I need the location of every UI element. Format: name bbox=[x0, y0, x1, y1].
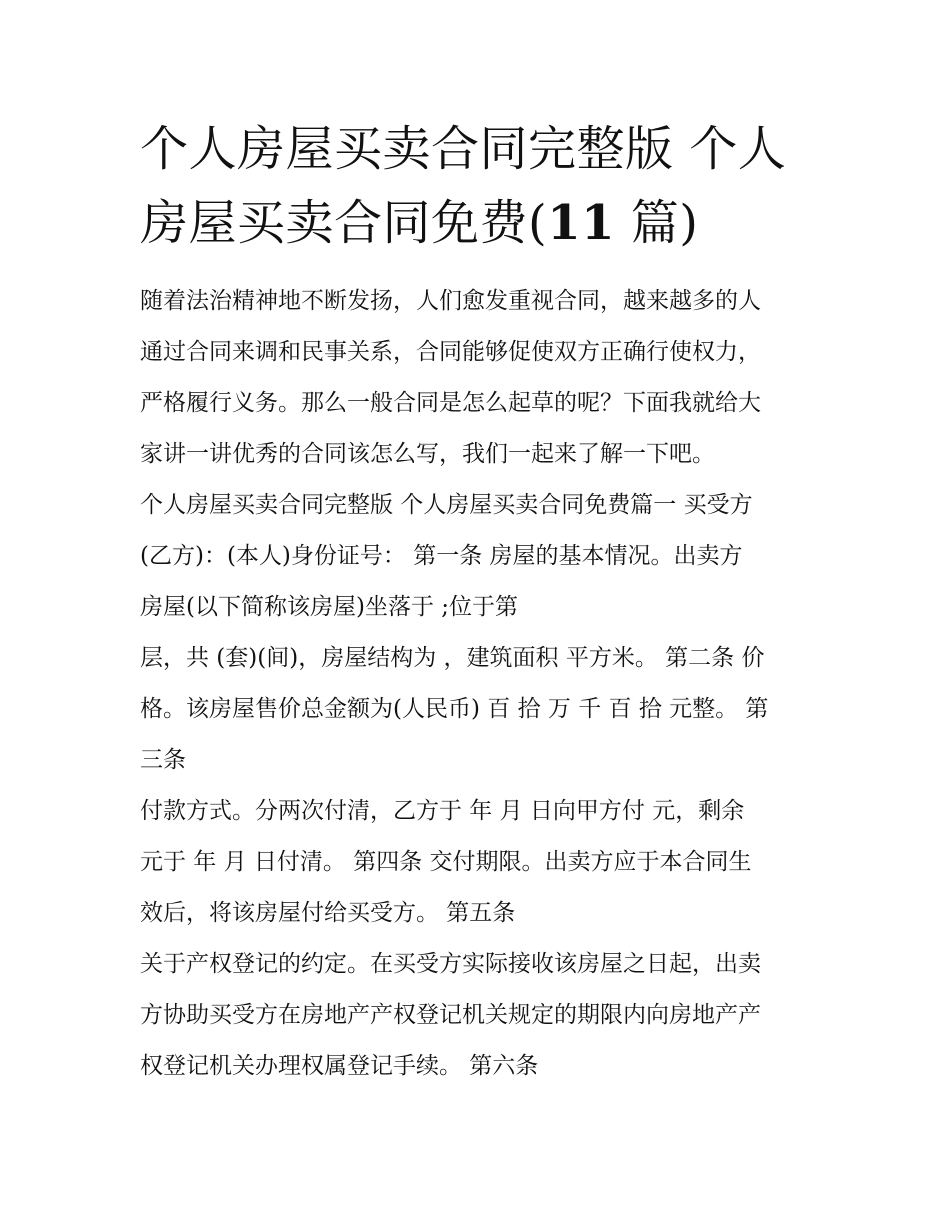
title-line-2-text: 房屋买卖合同免费( bbox=[140, 195, 548, 251]
intro-line: 随着法治精神地不断发扬，人们愈发重视合同，越来越多的人 bbox=[140, 288, 761, 314]
body-line: 房屋(以下简称该房屋)坐落于 ;位于第 bbox=[140, 594, 519, 620]
intro-line: 家讲一讲优秀的合同该怎么写，我们一起来了解一下吧。 bbox=[140, 441, 715, 467]
body-line: 格。该房屋售价总金额为(人民币) 百 拾 万 千 百 拾 元整。 第 bbox=[140, 696, 769, 722]
body-line: 付款方式。分两次付清，乙方于 年 月 日向甲方付 元，剩余 bbox=[140, 798, 745, 824]
document-page bbox=[140, 112, 820, 1092]
body-line: (乙方)：(本人)身份证号： 第一条 房屋的基本情况。出卖方 bbox=[140, 543, 743, 569]
body-line: 方协助买受方在房地产产权登记机关规定的期限内向房地产产 bbox=[140, 1002, 761, 1028]
intro-paragraph bbox=[140, 276, 820, 480]
body-line: 效后，将该房屋付给买受方。 第五条 bbox=[140, 900, 516, 926]
title-line-1: 个人房屋买卖合同完整版 个人 bbox=[140, 121, 787, 177]
intro-line: 严格履行义务。那么一般合同是怎么起草的呢？下面我就给大 bbox=[140, 390, 761, 416]
body-line: 三条 bbox=[140, 747, 186, 773]
intro-line: 通过合同来调和民事关系，合同能够促使双方正确行使权力， bbox=[140, 339, 761, 365]
title-line-2 bbox=[140, 186, 820, 260]
title-count: 11 bbox=[547, 195, 616, 251]
body-line: 权登记机关办理权属登记手续。 第六条 bbox=[140, 1053, 539, 1079]
contract-body bbox=[140, 480, 820, 1092]
title-line-2-end: 篇) bbox=[615, 195, 699, 251]
body-line: 个人房屋买卖合同完整版 个人房屋买卖合同免费篇一 买受方 bbox=[140, 492, 753, 518]
body-line: 关于产权登记的约定。在买受方实际接收该房屋之日起，出卖 bbox=[140, 951, 761, 977]
body-line: 元于 年 月 日付清。 第四条 交付期限。出卖方应于本合同生 bbox=[140, 849, 752, 875]
body-line: 层，共 (套)(间)，房屋结构为 ，建筑面积 平方米。 第二条 价 bbox=[140, 645, 765, 671]
document-title bbox=[140, 112, 820, 260]
